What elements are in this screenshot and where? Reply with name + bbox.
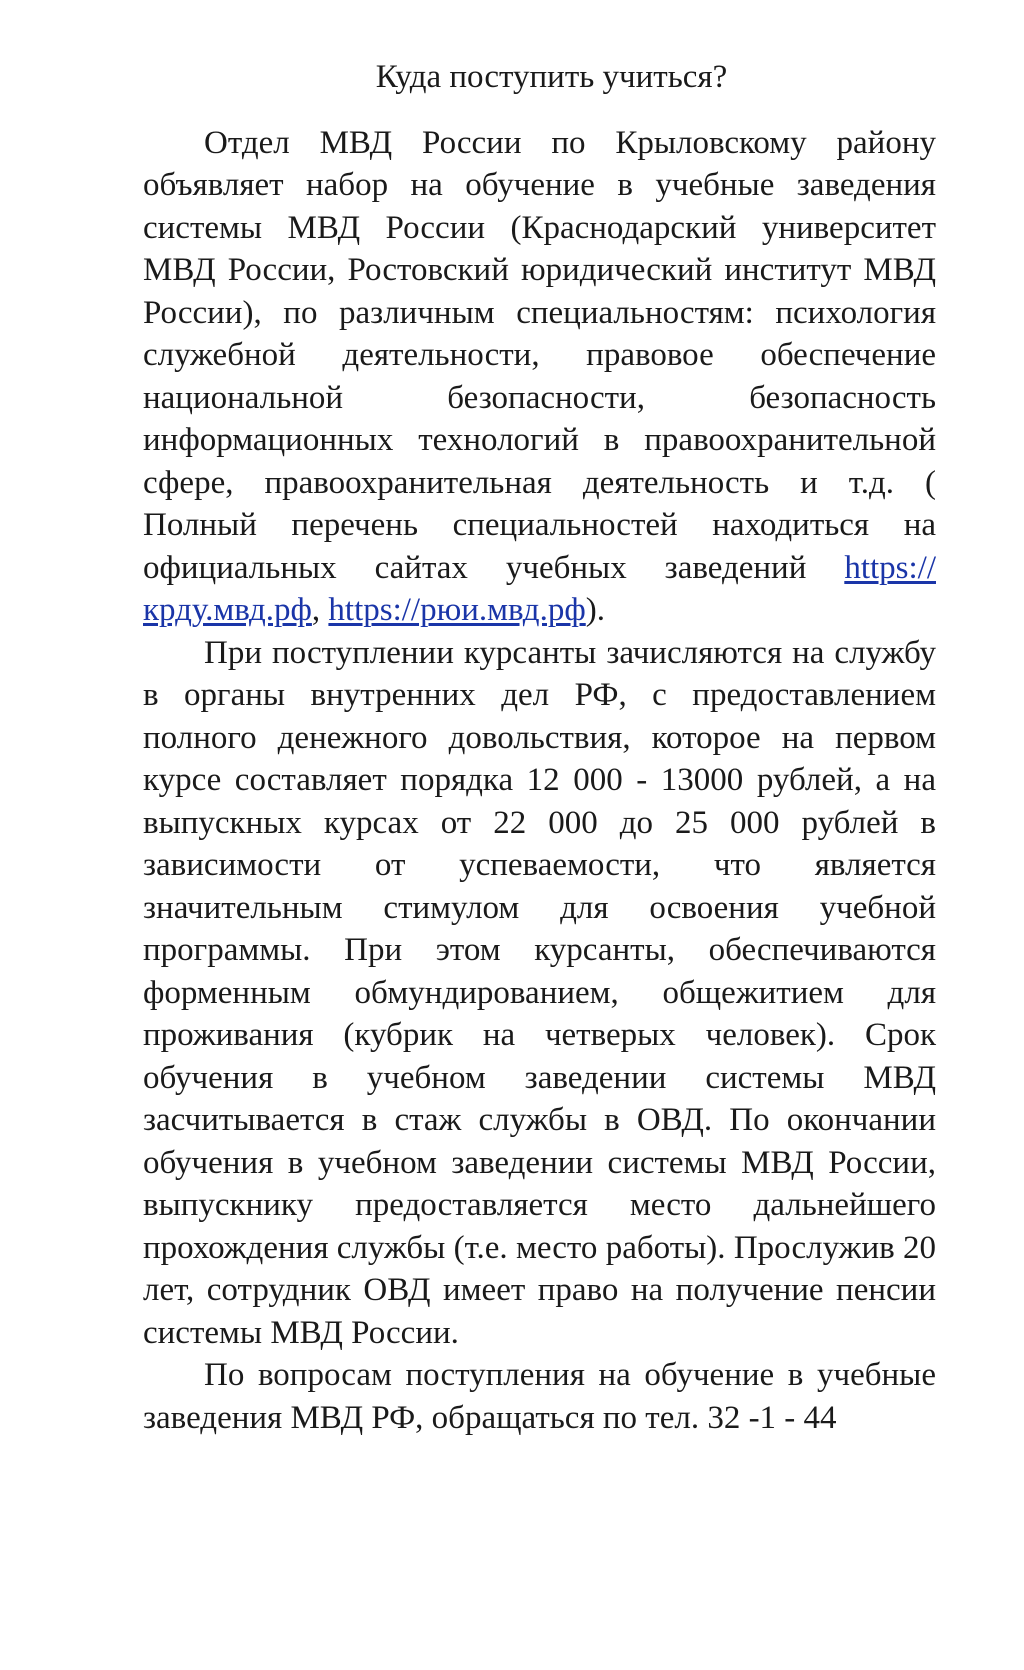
paragraph-recruitment-end: ). — [585, 592, 605, 628]
link-krdu[interactable]: https://крду.мвд.рф — [143, 549, 936, 628]
paragraph-recruitment-text: Отдел МВД России по Крыловскому району объявляет набор на обучение в учебные заведения системы МВД России (Краснодарский университет МВД России, Ростовский юридический институт МВД России), по различным специальностям: психология служебной деятельности, правовое обеспечение национальной безопасности, безопасность информационных технологий в правоохранительной сфере, правоохранительная деятельность и т.д. ( Полный перечень специальностей находиться на официальных сайтах учебных заведений — [143, 124, 936, 586]
link-ryui[interactable]: https://рюи.мвд.рф — [328, 592, 586, 628]
paragraph-contact: По вопросам поступления на обучение в учебные заведения МВД РФ, обращаться по тел. 32 -1 - 44 — [143, 1357, 936, 1436]
link-separator: , — [311, 592, 329, 628]
page-title: Куда поступить учиться? — [375, 59, 728, 95]
paragraph-benefits: При поступлении курсанты зачисляются на службу в органы внутренних дел РФ, с предоставлением полного денежного довольствия, которое на первом курсе составляет порядка 12 000 - 13000 рублей, а на выпускных курсах от 22 000 до 25 000 рублей в зависимости от успеваемости, что является значительным стимулом для освоения учебной программы. При этом курсанты, обеспечиваются форменным обмундированием, общежитием для проживания (кубрик на четверых человек). Срок обучения в учебном заведении системы МВД засчитывается в стаж службы в ОВД. По окончании обучения в учебном заведении системы МВД России, выпускнику предоставляется место дальнейшего прохождения службы (т.е. место работы). Прослужив 20 лет, сотрудник ОВД имеет право на получение пенсии системы МВД России. — [143, 634, 936, 1351]
paragraph-recruitment — [143, 122, 936, 632]
document-page — [143, 56, 936, 1439]
